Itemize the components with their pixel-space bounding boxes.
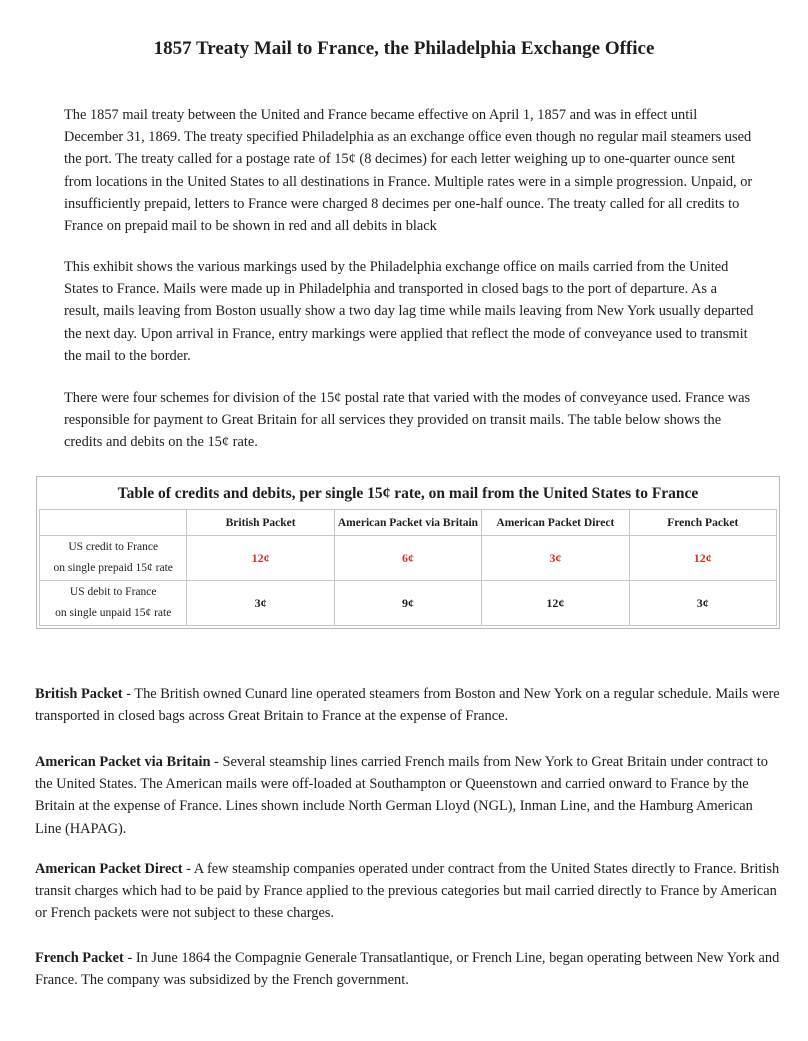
credits-debits-table [39,479,777,626]
section-heading: French Packet [35,950,124,966]
table-header-row [40,510,777,536]
table-row-debit [40,581,777,626]
column-header-french-packet: French Packet [629,510,776,536]
debit-british-packet: 3¢ [187,581,334,626]
table-row-credit [40,536,777,581]
section-heading: British Packet [35,686,123,702]
section-text: - The British owned Cunard line operated steamers from Boston and New York on a regular schedule. Mails were transported in closed bags across Great Britain to France at the expense of France. [35,686,780,725]
intro-paragraph-rate-division: There were four schemes for division of the 15¢ postal rate that varied with the modes of conveyance used. France was responsible for payment to Great Britain for all services they provided on transit mails. The table below shows the credits and debits on the 15¢ rate. [64,390,751,451]
row-label-debit-line2: on single unpaid 15¢ rate [55,607,172,619]
section-heading: American Packet Direct [35,861,183,877]
column-header-british-packet: British Packet [187,510,334,536]
row-label-credit-line1: US credit to France [68,541,159,553]
section-text: - Several steamship lines carried French mails from New York to Great Britain under contract to the United States. The American mails were off-loaded at Southampton or Queenstown and carried onward to France by the Britain at the expense of France. Lines shown include North German Lloyd (NGL), Inman Line, and the Hamburg American Line (HAPAG). [35,754,768,837]
section-american-direct [35,858,780,925]
intro-paragraph-exhibit: This exhibit shows the various markings used by the Philadelphia exchange office on mails carried from the United States to France. Mails were made up in Philadelphia and transported in closed bags to the port of departure. As a result, mails leaving from Boston usually show a two day lag time while mails leaving from New York usually departed the next day. Upon arrival in France, entry markings were applied that reflect the mode of conveyance used to transmit the mail to the border. [64,259,754,364]
debit-french-packet: 3¢ [629,581,776,626]
section-text: - A few steamship companies operated under contract from the United States directly to France. British transit charges which had to be paid by France applied to the previous categories but mail carried directly to France by American or French packets were not subject to these charges. [35,861,780,922]
row-label-credit [40,536,187,581]
section-text: - In June 1864 the Compagnie Generale Transatlantique, or French Line, began operating between New York and France. The company was subsidized by the French government. [35,950,780,989]
column-header-american-direct: American Packet Direct [482,510,629,536]
header-empty-cell [40,510,187,536]
debit-american-via-britain: 9¢ [334,581,481,626]
row-label-debit-line1: US debit to France [69,586,157,598]
credit-french-packet: 12¢ [629,536,776,581]
table-caption: Table of credits and debits, per single 15¢ rate, on mail from the United States to France [40,479,777,510]
intro-paragraph-treaty: The 1857 mail treaty between the United and France became effective on April 1, 1857 and was in effect until December 31, 1869. The treaty specified Philadelphia as an exchange office even though no regular mail steamers used the port. The treaty called for a postage rate of 15¢ (8 decimes) for each letter weighing up to one-quarter ounce sent from locations in the United States to all destinations in France. Multiple rates were in a simple progression. Unpaid, or insufficiently prepaid, letters to France were charged 8 decimes per one-half ounce. The treaty called for all credits to France on prepaid mail to be shown in red and all debits in black [64,107,753,235]
row-label-credit-line2: on single prepaid 15¢ rate [53,562,173,574]
credit-american-via-britain: 6¢ [334,536,481,581]
debit-american-direct: 12¢ [482,581,629,626]
column-header-american-via-britain: American Packet via Britain [334,510,481,536]
credit-american-direct: 3¢ [482,536,629,581]
credit-british-packet: 12¢ [187,536,334,581]
section-heading: American Packet via Britain [35,754,211,770]
section-french-packet [35,947,780,991]
section-american-via-britain [35,751,780,840]
rates-table-frame [36,476,780,629]
page-title: 1857 Treaty Mail to France, the Philadelphia Exchange Office [153,38,655,59]
row-label-debit [40,581,187,626]
section-british-packet [35,683,780,727]
